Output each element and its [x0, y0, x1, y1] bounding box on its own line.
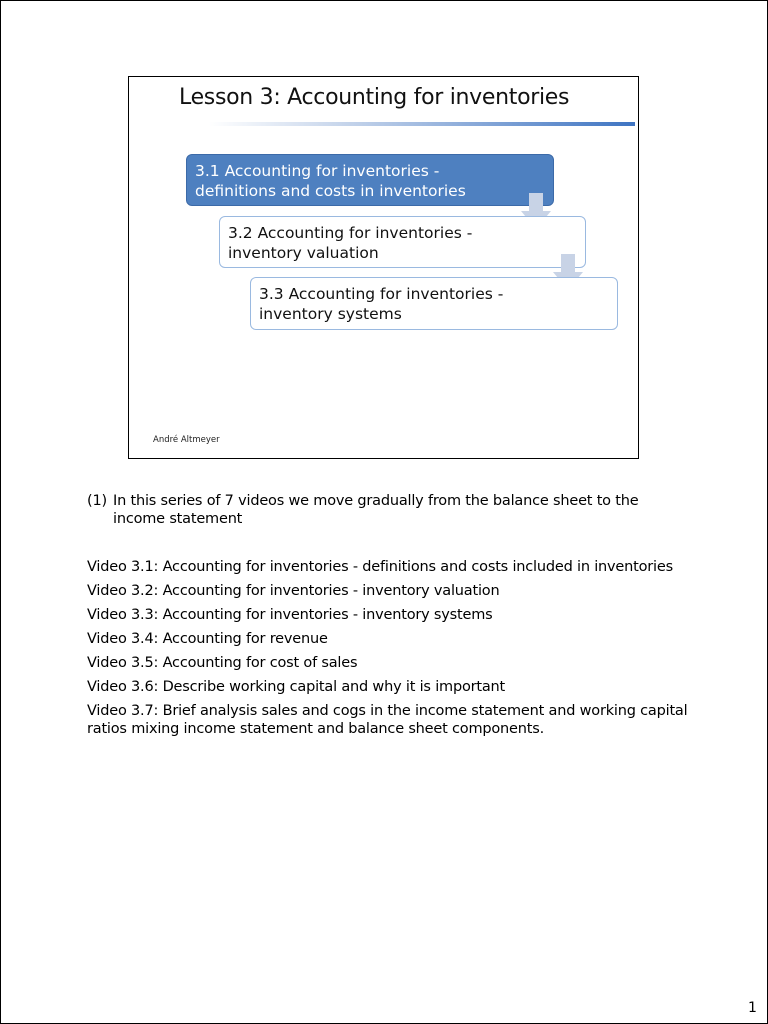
step-box-3-3	[250, 277, 618, 330]
step-box-3-2	[219, 216, 586, 268]
video-line: Video 3.2: Accounting for inventories - inventory valuation	[87, 583, 500, 599]
numbered-note	[87, 492, 697, 528]
video-line: Video 3.3: Accounting for inventories - inventory systems	[87, 607, 493, 623]
video-7-line2: ratios mixing income statement and balance sheet components.	[87, 721, 544, 737]
step-box-3-1	[186, 154, 554, 206]
title-underline	[209, 122, 635, 126]
note-text-line2: income statement	[113, 511, 243, 527]
video-list	[87, 558, 697, 738]
note-text-line1: In this series of 7 videos we move gradually from the balance sheet to the	[113, 493, 639, 509]
step-box-3-1-line1: 3.1 Accounting for inventories -	[195, 162, 440, 180]
slide-thumbnail	[128, 76, 639, 459]
video-7-line1: Video 3.7: Brief analysis sales and cogs in the income statement and working capital	[87, 703, 688, 719]
video-line: Video 3.1: Accounting for inventories - definitions and costs included in inventories	[87, 559, 673, 575]
slide-title: Lesson 3: Accounting for inventories	[179, 85, 570, 110]
video-line: Video 3.6: Describe working capital and why it is important	[87, 679, 506, 695]
page-number: 1	[748, 1000, 757, 1016]
note-number: (1)	[87, 493, 107, 509]
step-box-3-2-line2: inventory valuation	[228, 244, 379, 262]
slide-author: André Altmeyer	[153, 435, 220, 445]
step-box-3-2-line1: 3.2 Accounting for inventories -	[228, 224, 473, 242]
step-box-3-1-line2: definitions and costs in inventories	[195, 182, 466, 200]
video-line: Video 3.5: Accounting for cost of sales	[87, 655, 358, 671]
video-line-7	[87, 702, 697, 738]
step-box-3-3-line1: 3.3 Accounting for inventories -	[259, 285, 504, 303]
step-box-3-3-line2: inventory systems	[259, 305, 402, 323]
note-text	[113, 492, 697, 528]
speaker-notes	[87, 492, 697, 744]
video-line: Video 3.4: Accounting for revenue	[87, 631, 328, 647]
